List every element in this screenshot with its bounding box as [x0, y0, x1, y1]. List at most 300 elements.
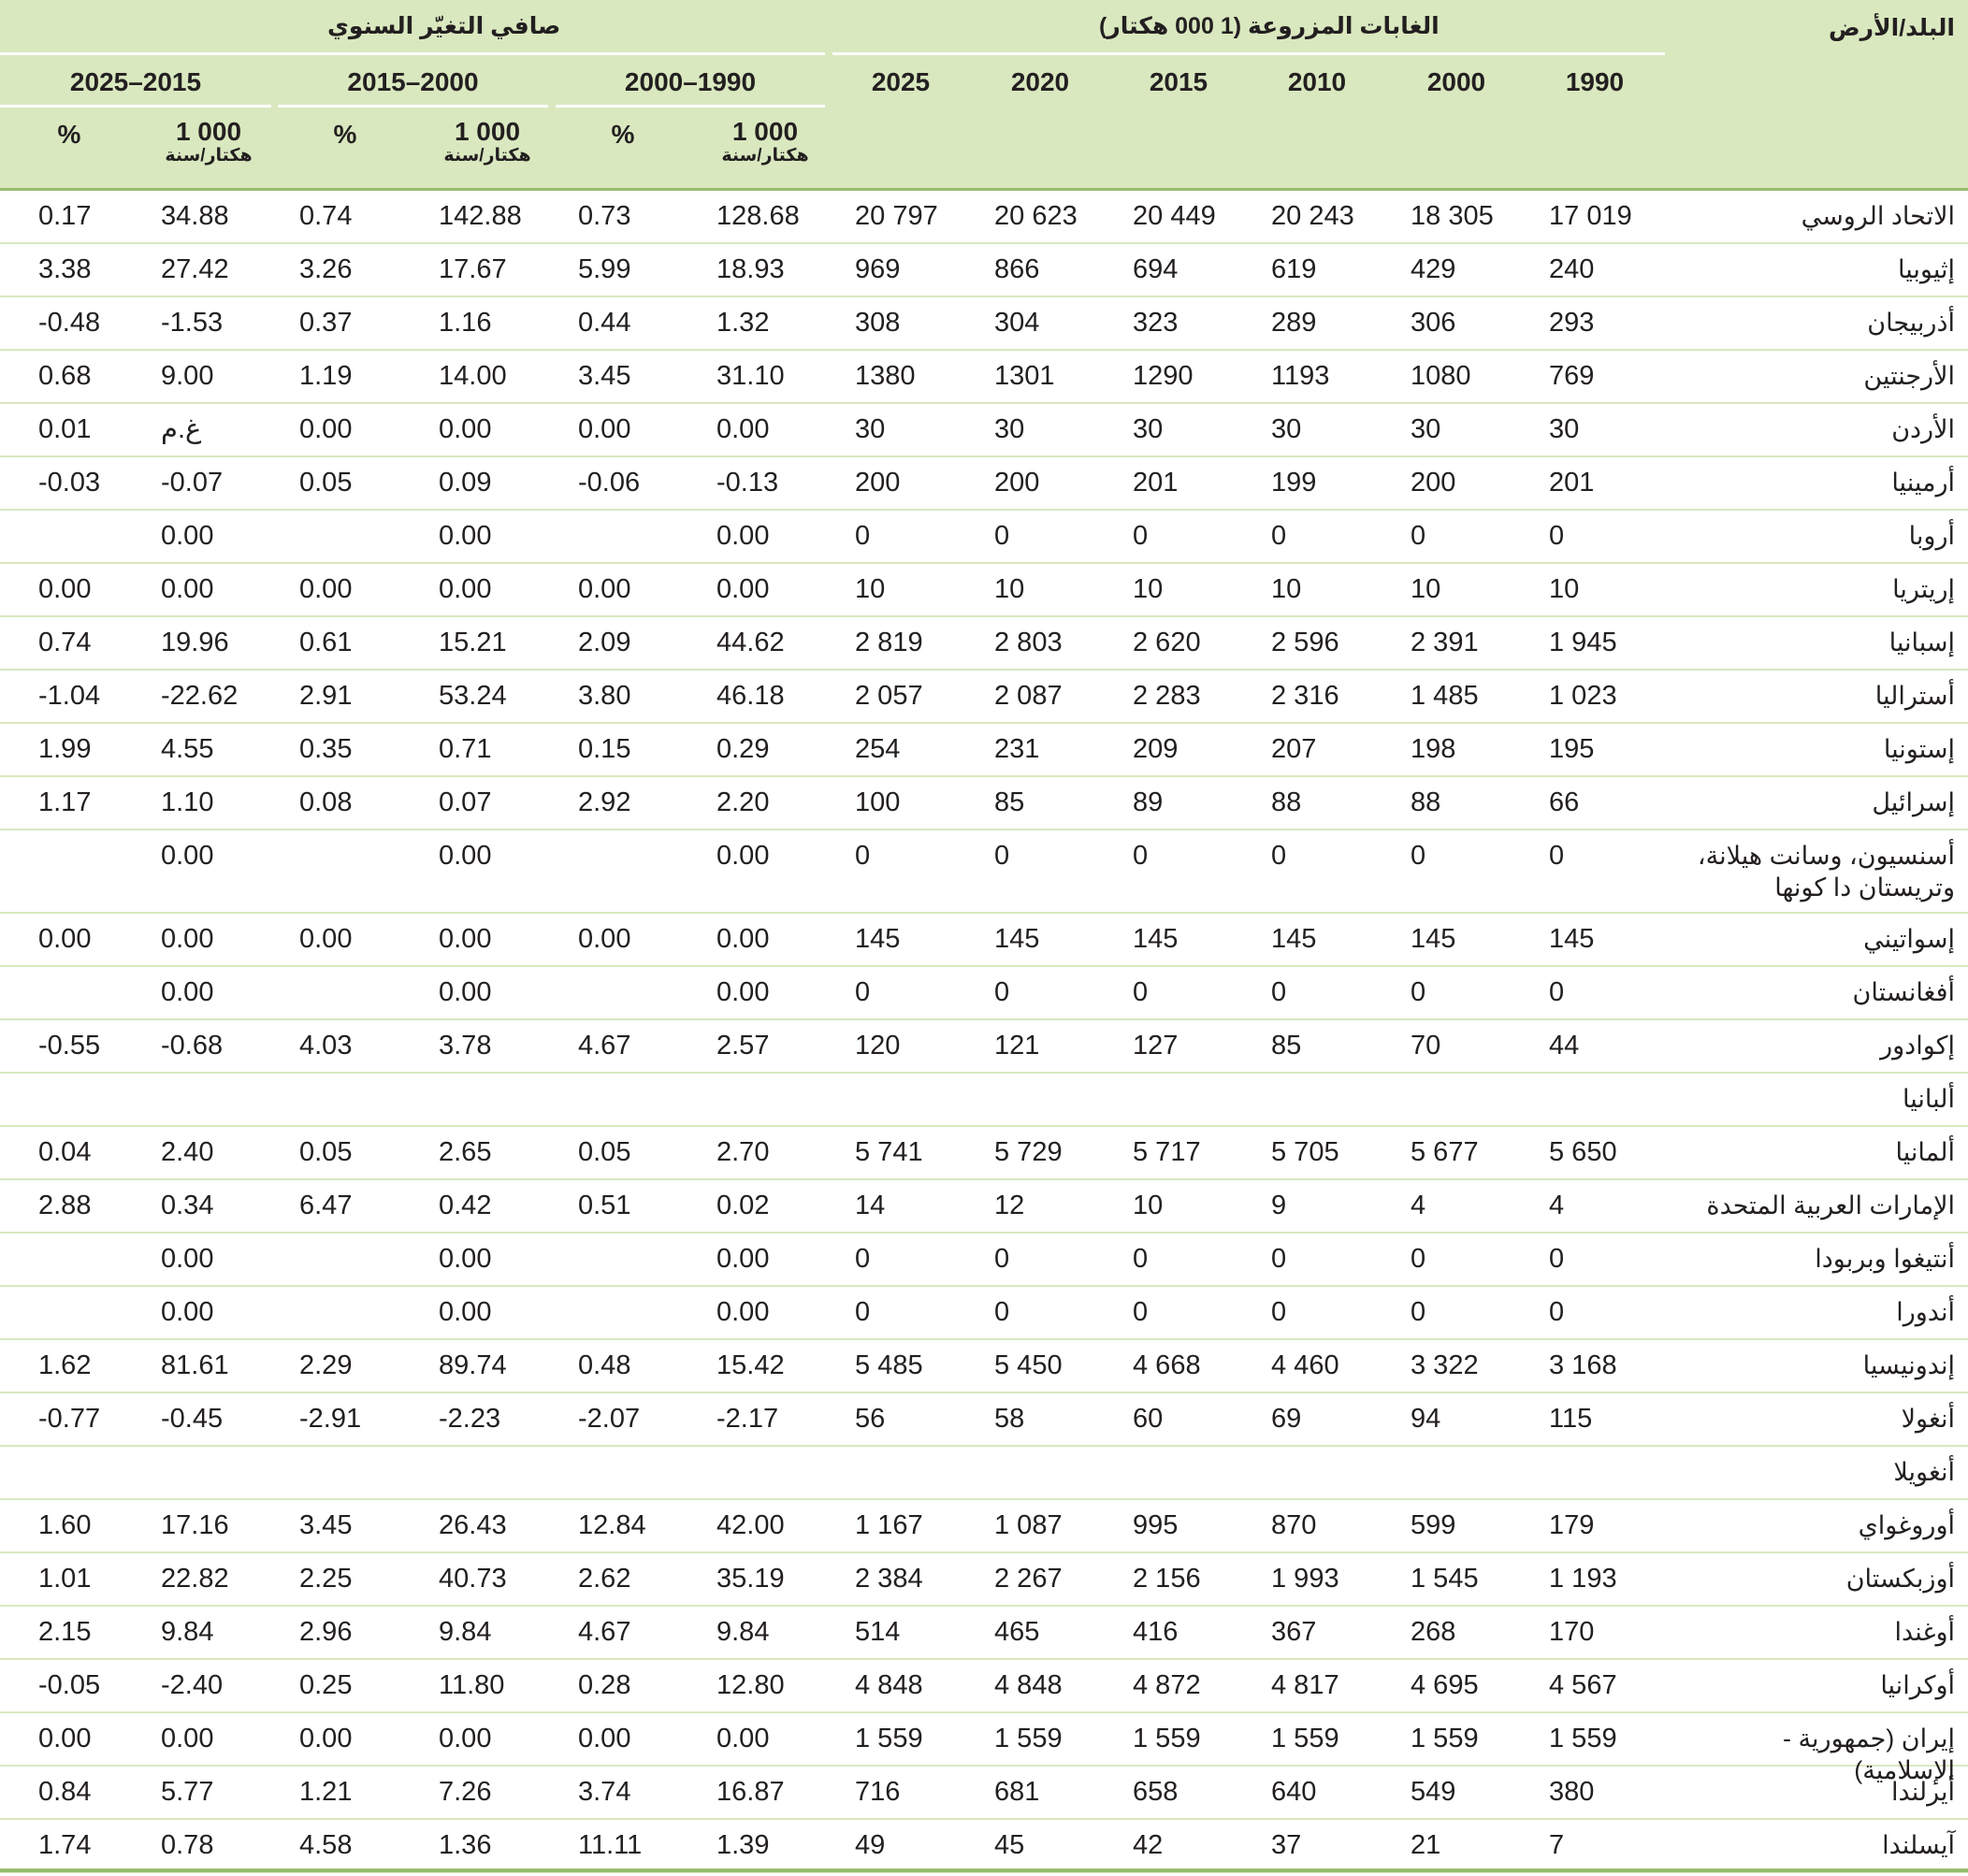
header-rule: [0, 105, 271, 108]
cell-c3-abs: 19.96: [161, 628, 229, 657]
cell-y2020: 2 087: [994, 681, 1063, 711]
cell-c2-abs: 0.00: [439, 414, 492, 444]
cell-y1990: 170: [1549, 1617, 1595, 1647]
cell-c2-abs: 2.65: [439, 1137, 492, 1167]
country-name: إسرائيل: [1872, 788, 1955, 816]
cell-c3-abs: 5.77: [161, 1777, 214, 1807]
country-name: إريتريا: [1892, 575, 1955, 603]
cell-c1-abs: 128.68: [716, 201, 800, 231]
cell-y2015: 995: [1133, 1510, 1179, 1540]
cell-c2-abs: 0.00: [439, 574, 492, 604]
percent-header: %: [611, 120, 635, 149]
cell-y2015: 127: [1133, 1031, 1179, 1061]
cell-c2-pct: 0.00: [299, 414, 353, 444]
country-name: إثيوبيا: [1897, 255, 1955, 283]
cell-c2-pct: 0.00: [299, 924, 353, 954]
cell-y2010: 1193: [1271, 361, 1330, 391]
cell-c1-pct: 3.45: [578, 361, 631, 391]
cell-y2015: 2 283: [1133, 681, 1201, 711]
cell-c2-pct: 0.25: [299, 1670, 353, 1700]
unit-value: 1 000: [454, 117, 521, 146]
cell-c1-pct: 2.92: [578, 787, 631, 817]
cell-y1990: 293: [1549, 308, 1595, 338]
table-row: [0, 830, 1968, 914]
cell-c1-abs: 18.93: [716, 254, 785, 284]
table-row: [0, 617, 1968, 671]
cell-y2010: 9: [1271, 1191, 1287, 1220]
cell-c2-pct: 6.47: [299, 1191, 353, 1220]
table-row: [0, 1500, 1968, 1553]
cell-y2020: 200: [994, 468, 1040, 498]
cell-y2020: 145: [994, 924, 1040, 954]
cell-c1-pct: 0.00: [578, 414, 631, 444]
percent-header: %: [57, 120, 81, 149]
country-name: أنغويلا: [1893, 1458, 1955, 1486]
cell-c3-abs: 0.00: [161, 977, 214, 1007]
table-row: [0, 564, 1968, 617]
table-row: [0, 1180, 1968, 1234]
table-row: [0, 671, 1968, 724]
cell-y1990: 4 567: [1549, 1670, 1617, 1700]
cell-y2015: 2 620: [1133, 628, 1201, 657]
cell-y1990: 7: [1549, 1830, 1565, 1860]
cell-c1-abs: 2.20: [716, 787, 770, 817]
cell-y2010: 145: [1271, 924, 1317, 954]
cell-y1990: 115: [1549, 1404, 1593, 1434]
cell-c3-abs: 0.00: [161, 521, 214, 551]
cell-c2-pct: 0.00: [299, 574, 353, 604]
cell-y1990: 44: [1549, 1031, 1580, 1061]
cell-c1-pct: 0.15: [578, 734, 631, 764]
cell-c3-pct: -0.48: [38, 308, 101, 338]
country-name: أندورا: [1896, 1298, 1955, 1326]
cell-y1990: 30: [1549, 414, 1580, 444]
cell-y2000: 306: [1411, 308, 1456, 338]
cell-c1-abs: -2.17: [716, 1404, 779, 1434]
cell-c2-abs: 11.80: [439, 1670, 505, 1700]
cell-c1-abs: 0.29: [716, 734, 770, 764]
cell-c2-pct: 2.25: [299, 1564, 353, 1594]
cell-c3-pct: 1.60: [38, 1510, 92, 1540]
cell-c3-pct: 0.01: [38, 414, 92, 444]
cell-y2000: 1 545: [1411, 1564, 1479, 1594]
cell-c1-pct: 5.99: [578, 254, 631, 284]
table-row: [0, 297, 1968, 351]
country-name: إكوادور: [1880, 1032, 1955, 1060]
cell-c2-abs: 0.00: [439, 924, 492, 954]
cell-c1-pct: 0.28: [578, 1670, 631, 1700]
cell-y2020: 866: [994, 254, 1040, 284]
cell-c1-pct: 12.84: [578, 1510, 646, 1540]
cell-c1-pct: 0.05: [578, 1137, 631, 1167]
cell-c3-abs: غ.م: [161, 414, 202, 444]
cell-c2-pct: 0.08: [299, 787, 353, 817]
cell-y2010: 1 559: [1271, 1724, 1339, 1753]
cell-y2025: 56: [855, 1404, 886, 1434]
cell-y2015: 42: [1133, 1830, 1164, 1860]
cell-c2-pct: 0.35: [299, 734, 353, 764]
country-column-header: البلد/الأرض: [1829, 15, 1955, 41]
cell-y2015: 658: [1133, 1777, 1179, 1807]
cell-c1-pct: 0.00: [578, 1724, 631, 1753]
cell-y2000: 3 322: [1411, 1350, 1479, 1380]
cell-y2010: 2 316: [1271, 681, 1339, 711]
cell-y2000: 30: [1411, 414, 1441, 444]
country-name: الأرجنتين: [1863, 362, 1955, 390]
cell-y2000: 5 677: [1411, 1137, 1479, 1167]
cell-y2010: 4 460: [1271, 1350, 1339, 1380]
cell-c3-pct: 0.84: [38, 1777, 92, 1807]
cell-c1-abs: 0.00: [716, 841, 770, 871]
cell-y2025: 20 797: [855, 201, 938, 231]
cell-c2-pct: 1.19: [299, 361, 353, 391]
cell-c3-abs: 0.00: [161, 574, 214, 604]
cell-y2015: 5 717: [1133, 1137, 1201, 1167]
year-header: 2020: [1010, 67, 1070, 96]
country-name: أستراليا: [1874, 682, 1955, 710]
cell-c1-pct: 0.51: [578, 1191, 631, 1220]
cell-y2025: 120: [855, 1031, 901, 1061]
cell-c1-pct: 3.74: [578, 1777, 631, 1807]
cell-c3-abs: -0.45: [161, 1404, 224, 1434]
cell-y2000: 198: [1411, 734, 1456, 764]
cell-c2-abs: 15.21: [439, 628, 507, 657]
cell-y2010: 69: [1271, 1404, 1302, 1434]
cell-y2000: 429: [1411, 254, 1456, 284]
country-name: أسنسيون، وسانت هيلانة، وتريستان دا كونها: [1697, 842, 1955, 902]
cell-y2000: 2 391: [1411, 628, 1479, 657]
unit-header: [152, 118, 265, 166]
cell-c1-pct: 2.09: [578, 628, 631, 657]
cell-c2-abs: 0.42: [439, 1191, 492, 1220]
cell-c2-abs: 3.78: [439, 1031, 492, 1061]
unit-label: هكتار/سنة: [721, 146, 809, 166]
cell-y2010: 0: [1271, 977, 1287, 1007]
table-row: [0, 1713, 1968, 1784]
cell-y2015: 0: [1133, 977, 1149, 1007]
cell-c3-abs: -0.07: [161, 468, 224, 498]
cell-y2015: 10: [1133, 1191, 1164, 1220]
unit-label: هكتار/سنة: [165, 146, 253, 166]
cell-y2020: 0: [994, 841, 1010, 871]
year-header: 2000: [1426, 67, 1486, 96]
cell-y2010: 10: [1271, 574, 1302, 604]
year-header: 1990: [1565, 67, 1625, 96]
cell-y2020: 1301: [994, 361, 1055, 391]
cell-c2-pct: 0.61: [299, 628, 353, 657]
cell-c2-pct: 0.37: [299, 308, 353, 338]
cell-y2015: 323: [1133, 308, 1179, 338]
cell-y2025: 2 057: [855, 681, 923, 711]
cell-c1-pct: 2.62: [578, 1564, 631, 1594]
cell-y2000: 1080: [1411, 361, 1471, 391]
cell-y2010: 30: [1271, 414, 1302, 444]
cell-y1990: 0: [1549, 1297, 1565, 1327]
cell-c2-pct: 0.74: [299, 201, 353, 231]
cell-y2015: 416: [1133, 1617, 1179, 1647]
cell-c2-pct: 0.05: [299, 468, 353, 498]
cell-c1-abs: 0.00: [716, 924, 770, 954]
cell-y1990: 66: [1549, 787, 1580, 817]
period-header: 2025–2015: [69, 67, 202, 96]
cell-y2025: 0: [855, 521, 871, 551]
cell-y2015: 145: [1133, 924, 1179, 954]
country-name: إستونيا: [1883, 735, 1955, 763]
cell-c2-abs: 142.88: [439, 201, 522, 231]
cell-c3-abs: 0.00: [161, 924, 214, 954]
year-header: 2015: [1149, 67, 1208, 96]
table-row: [0, 724, 1968, 777]
cell-c3-abs: 0.78: [161, 1830, 214, 1860]
table-row: [0, 191, 1968, 244]
cell-c2-abs: 14.00: [439, 361, 507, 391]
country-name: أنغولا: [1901, 1405, 1955, 1433]
table-row: [0, 777, 1968, 830]
cell-c1-abs: 0.00: [716, 1724, 770, 1753]
cell-y2025: 0: [855, 1244, 871, 1274]
cell-y2025: 1 559: [855, 1724, 923, 1753]
cell-y2020: 2 803: [994, 628, 1063, 657]
cell-c2-abs: 1.16: [439, 308, 492, 338]
cell-c1-pct: 0.44: [578, 308, 631, 338]
cell-y2020: 681: [994, 1777, 1040, 1807]
unit-header: [709, 118, 821, 166]
header-rule: [278, 105, 548, 108]
cell-c2-abs: 1.36: [439, 1830, 492, 1860]
cell-c1-abs: 9.84: [716, 1617, 770, 1647]
cell-c1-abs: 2.57: [716, 1031, 770, 1061]
period-header: 2000–1990: [624, 67, 757, 96]
cell-c2-pct: 3.26: [299, 254, 353, 284]
cell-y1990: 1 945: [1549, 628, 1617, 657]
cell-y2025: 10: [855, 574, 886, 604]
cell-y2000: 70: [1411, 1031, 1441, 1061]
cell-y2020: 20 623: [994, 201, 1078, 231]
cell-c1-abs: 0.00: [716, 1297, 770, 1327]
cell-y2010: 640: [1271, 1777, 1317, 1807]
cell-c1-abs: 1.39: [716, 1830, 770, 1860]
cell-y2020: 0: [994, 1297, 1010, 1327]
cell-c3-abs: 81.61: [161, 1350, 229, 1380]
cell-y2000: 18 305: [1411, 201, 1494, 231]
cell-y2025: 30: [855, 414, 886, 444]
cell-y2010: 0: [1271, 521, 1287, 551]
cell-c2-pct: 2.29: [299, 1350, 353, 1380]
cell-c1-pct: 0.73: [578, 201, 631, 231]
cell-c3-pct: 0.00: [38, 1724, 92, 1753]
year-header: 2010: [1287, 67, 1347, 96]
cell-y2025: 0: [855, 1297, 871, 1327]
cell-c2-pct: 0.05: [299, 1137, 353, 1167]
table-row: [0, 457, 1968, 511]
cell-c3-pct: -0.55: [38, 1031, 101, 1061]
cell-y2000: 599: [1411, 1510, 1456, 1540]
unit-label: هكتار/سنة: [443, 146, 531, 166]
cell-c1-pct: 0.00: [578, 574, 631, 604]
country-name: إندونيسيا: [1862, 1351, 1955, 1379]
cell-y2000: 0: [1411, 1244, 1426, 1274]
cell-c2-abs: 89.74: [439, 1350, 507, 1380]
cell-y2025: 0: [855, 841, 871, 871]
cell-c2-pct: 1.21: [299, 1777, 353, 1807]
cell-y2020: 0: [994, 977, 1010, 1007]
header-rule: [556, 105, 825, 108]
cell-c1-abs: 42.00: [716, 1510, 785, 1540]
cell-y2025: 2 819: [855, 628, 923, 657]
table-row: [0, 404, 1968, 457]
cell-y2015: 60: [1133, 1404, 1164, 1434]
percent-header: %: [333, 120, 357, 149]
cell-c3-abs: -0.68: [161, 1031, 224, 1061]
country-name: الاتحاد الروسي: [1801, 202, 1955, 230]
table-row: [0, 1127, 1968, 1180]
cell-y2025: 14: [855, 1191, 886, 1220]
cell-y2020: 4 848: [994, 1670, 1063, 1700]
cell-y2020: 1 087: [994, 1510, 1063, 1540]
cell-y2025: 308: [855, 308, 901, 338]
cell-c2-abs: 17.67: [439, 254, 507, 284]
cell-y2010: 367: [1271, 1617, 1317, 1647]
cell-c1-abs: 16.87: [716, 1777, 785, 1807]
cell-y2000: 88: [1411, 787, 1441, 817]
table-bottom-rule: [0, 1869, 1968, 1872]
table-row: [0, 1074, 1968, 1127]
unit-header: [431, 118, 543, 166]
cell-y1990: 201: [1549, 468, 1595, 498]
cell-y2020: 12: [994, 1191, 1025, 1220]
cell-y2025: 145: [855, 924, 901, 954]
cell-y2000: 1 485: [1411, 681, 1479, 711]
cell-c3-abs: 0.00: [161, 841, 214, 871]
cell-c3-abs: -1.53: [161, 308, 224, 338]
cell-c2-abs: 0.00: [439, 1297, 492, 1327]
table-row: [0, 1607, 1968, 1660]
cell-y2015: 30: [1133, 414, 1164, 444]
table-row: [0, 351, 1968, 404]
cell-y2000: 268: [1411, 1617, 1456, 1647]
cell-y2020: 30: [994, 414, 1025, 444]
cell-y2000: 94: [1411, 1404, 1441, 1434]
cell-y2015: 694: [1133, 254, 1179, 284]
cell-c3-pct: 1.99: [38, 734, 92, 764]
table-header: [0, 0, 1968, 188]
cell-c1-pct: 3.80: [578, 681, 631, 711]
cell-y2025: 254: [855, 734, 901, 764]
cell-y1990: 195: [1549, 734, 1595, 764]
cell-y2025: 100: [855, 787, 901, 817]
cell-c1-abs: -0.13: [716, 468, 779, 498]
cell-c2-abs: 0.00: [439, 841, 492, 871]
cell-c2-pct: 4.03: [299, 1031, 353, 1061]
cell-y1990: 0: [1549, 521, 1565, 551]
cell-c2-pct: 3.45: [299, 1510, 353, 1540]
country-name: أوكرانيا: [1880, 1671, 1955, 1699]
cell-c3-pct: -1.04: [38, 681, 101, 711]
cell-c1-pct: 0.00: [578, 924, 631, 954]
cell-c3-abs: 9.00: [161, 361, 214, 391]
country-name: أوروغواي: [1858, 1511, 1955, 1539]
cell-c1-abs: 2.70: [716, 1137, 770, 1167]
cell-y1990: 4: [1549, 1191, 1565, 1220]
table-row: [0, 1287, 1968, 1340]
country-name: أفغانستان: [1852, 978, 1955, 1006]
cell-y2010: 289: [1271, 308, 1317, 338]
cell-y2015: 0: [1133, 1244, 1149, 1274]
table-row: [0, 1553, 1968, 1607]
cell-y2025: 200: [855, 468, 901, 498]
cell-c1-abs: 0.00: [716, 1244, 770, 1274]
planted-forest-header: الغابات المزروعة (1 000 هكتار): [1099, 13, 1440, 39]
cell-c3-pct: 1.62: [38, 1350, 92, 1380]
unit-value: 1 000: [731, 117, 799, 146]
table-row: [0, 914, 1968, 967]
cell-c2-pct: 4.58: [299, 1830, 353, 1860]
cell-c3-pct: 0.74: [38, 628, 92, 657]
cell-c3-pct: -0.05: [38, 1670, 101, 1700]
cell-y2015: 4 668: [1133, 1350, 1201, 1380]
country-name: إسبانيا: [1888, 628, 1955, 657]
cell-c1-pct: 4.67: [578, 1031, 631, 1061]
cell-y2010: 20 243: [1271, 201, 1354, 231]
cell-c3-abs: 17.16: [161, 1510, 229, 1540]
cell-c1-abs: 0.00: [716, 521, 770, 551]
table-body: [0, 191, 1968, 1873]
cell-y2000: 0: [1411, 521, 1426, 551]
country-name: أيرلندا: [1891, 1778, 1955, 1806]
cell-c2-abs: 26.43: [439, 1510, 507, 1540]
cell-y2010: 0: [1271, 841, 1287, 871]
country-name: الإمارات العربية المتحدة: [1706, 1191, 1955, 1219]
cell-y2025: 5 485: [855, 1350, 923, 1380]
table-row: [0, 1340, 1968, 1393]
cell-c3-abs: 0.00: [161, 1724, 214, 1753]
cell-c3-pct: 0.17: [38, 201, 92, 231]
country-name: أوغندا: [1894, 1618, 1955, 1646]
cell-y2020: 45: [994, 1830, 1025, 1860]
table-row: [0, 1767, 1968, 1820]
cell-y2010: 619: [1271, 254, 1317, 284]
cell-y1990: 145: [1549, 924, 1595, 954]
cell-c3-pct: 0.00: [38, 574, 92, 604]
cell-c1-abs: 0.00: [716, 977, 770, 1007]
cell-c3-pct: 1.01: [38, 1564, 92, 1594]
cell-y2010: 199: [1271, 468, 1317, 498]
cell-c3-pct: 0.04: [38, 1137, 92, 1167]
cell-y2020: 1 559: [994, 1724, 1063, 1753]
cell-c3-abs: -22.62: [161, 681, 239, 711]
cell-y2025: 4 848: [855, 1670, 923, 1700]
cell-y1990: 17 019: [1549, 201, 1632, 231]
cell-y2015: 1290: [1133, 361, 1194, 391]
table-row: [0, 1820, 1968, 1873]
cell-y2015: 0: [1133, 1297, 1149, 1327]
cell-y2025: 5 741: [855, 1137, 923, 1167]
cell-y1990: 5 650: [1549, 1137, 1617, 1167]
cell-c1-abs: 12.80: [716, 1670, 785, 1700]
country-name: أذربيجان: [1867, 309, 1955, 337]
cell-y2020: 5 450: [994, 1350, 1063, 1380]
cell-c1-pct: -0.06: [578, 468, 641, 498]
cell-c1-pct: -2.07: [578, 1404, 641, 1434]
cell-y2010: 2 596: [1271, 628, 1339, 657]
cell-y2010: 207: [1271, 734, 1317, 764]
cell-c3-pct: 2.88: [38, 1191, 92, 1220]
cell-y2015: 1 559: [1133, 1724, 1201, 1753]
unit-value: 1 000: [175, 117, 242, 146]
cell-c1-abs: 0.00: [716, 414, 770, 444]
annual-change-header: صافي التغيّر السنوي: [327, 13, 561, 39]
cell-y2000: 4 695: [1411, 1670, 1479, 1700]
